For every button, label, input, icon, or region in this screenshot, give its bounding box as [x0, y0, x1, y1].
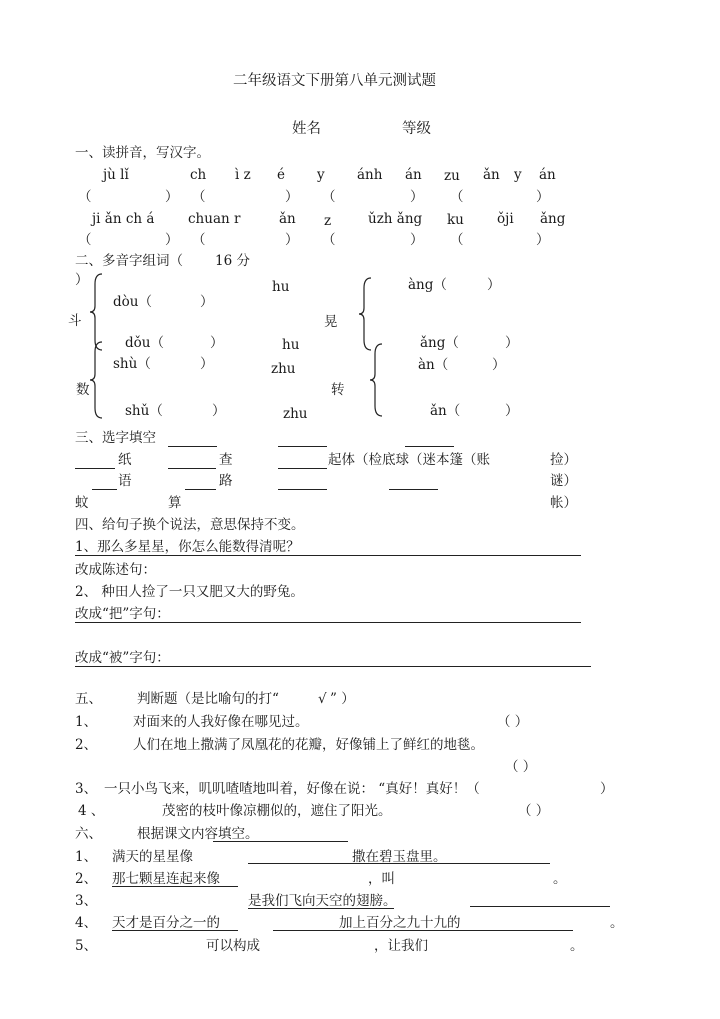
page-title: 二年级语文下册第八单元测试题	[233, 73, 436, 89]
pinyin: hu	[282, 337, 300, 353]
question: 2、 种田人捡了一只又肥又大的野兔。	[75, 584, 304, 600]
answer-paren: （ ）	[518, 803, 550, 819]
answer-paren-close: ）	[410, 232, 424, 248]
word: 纸	[118, 452, 132, 468]
item-text: 加上百分之九十九的	[339, 915, 461, 931]
pinyin: ku	[447, 212, 464, 228]
pinyin: hu	[272, 279, 290, 295]
reading: dòu（	[113, 294, 152, 310]
blank-line	[112, 886, 238, 887]
option: 帐）	[550, 495, 577, 511]
answer-paren-close: ）	[210, 335, 224, 351]
pinyin: ì z	[235, 167, 251, 183]
reading: shǔ（	[125, 403, 163, 419]
answer-paren-open: （	[78, 189, 92, 205]
answer-paren-close: ）	[165, 232, 179, 248]
section2-heading: 二、多音字组词（	[75, 253, 183, 269]
section6-num: 六、	[75, 826, 102, 842]
pinyin: é	[277, 167, 285, 183]
section2-close: ）	[75, 272, 89, 288]
polyphone-char: 晃	[324, 314, 338, 330]
blank-line	[75, 468, 115, 469]
answer-paren-close: ）	[505, 403, 519, 419]
blank-line	[213, 841, 348, 842]
item-text: 对面来的人我好像在哪见过。	[133, 714, 309, 730]
pinyin: ǎng	[540, 211, 566, 227]
pinyin: chuan r	[188, 211, 241, 227]
word: 查	[219, 452, 233, 468]
item-text: 可以构成	[206, 938, 260, 954]
item-text: 。	[553, 871, 567, 887]
blank-line	[470, 906, 610, 907]
blank-line	[168, 468, 216, 469]
answer-paren: （ ）	[497, 714, 529, 730]
question-prompt: 改成“被”字句：	[75, 650, 170, 666]
item-text: 是我们飞向天空的翅膀。	[248, 893, 397, 909]
reading: àng（	[408, 277, 447, 293]
question: 1、那么多星星，你怎么能数得清呢？	[75, 539, 300, 555]
answer-line	[75, 622, 581, 623]
item-text: ，让我们	[374, 938, 428, 954]
item-number: 4 、	[78, 803, 105, 819]
pinyin: ǔzh ǎng	[368, 211, 423, 227]
reading: àn（	[418, 357, 449, 373]
item-number: 2、	[75, 737, 98, 753]
pinyin: án	[539, 167, 556, 183]
blank-line	[185, 489, 216, 490]
polyphone-char: 数	[76, 382, 90, 398]
pinyin: án	[405, 167, 422, 183]
section3-heading: 三、选字填空	[75, 430, 156, 446]
item-number: 3、	[75, 893, 98, 909]
answer-line	[75, 555, 581, 556]
reading: ǎn（	[430, 403, 461, 419]
item-text: 撒在碧玉盘里。	[352, 849, 447, 865]
section5-heading-end: ” ）	[330, 691, 355, 707]
polyphone-char: 转	[331, 382, 345, 398]
blank-line	[389, 489, 438, 490]
answer-paren-close: ）	[200, 356, 214, 372]
item-number: 1、	[75, 714, 98, 730]
answer-paren-close: ）	[285, 189, 299, 205]
reading: dǒu（	[125, 335, 164, 351]
pinyin: ǒji	[497, 211, 514, 227]
reading: ǎng（	[420, 335, 459, 351]
item-text: 一只小鸟飞来，叽叽喳喳地叫着，好像在说： “真好！真好！（	[104, 781, 480, 797]
answer-paren-close: ）	[212, 403, 226, 419]
word-options: 起体（检底球（迷本篷（账	[328, 452, 490, 468]
answer-paren-open: （	[78, 232, 92, 248]
item-text: 天才是百分之一的	[112, 915, 220, 931]
section4-heading: 四、给句子换个说法，意思保持不变。	[75, 517, 305, 533]
pinyin: zhu	[271, 361, 296, 377]
reading: shù（	[113, 356, 151, 372]
answer-paren-open: （	[322, 189, 336, 205]
section6-heading: 根据课文内容填空。	[137, 826, 259, 842]
blank-line	[168, 446, 217, 447]
answer-paren-close: ）	[536, 189, 550, 205]
item-text: ，叫	[368, 871, 395, 887]
section1-heading: 一、读拼音，写汉字。	[75, 145, 210, 161]
pinyin: ji ǎn ch á	[92, 211, 155, 227]
blank-line	[278, 446, 327, 447]
item-text: 茂密的枝叶像凉棚似的，遮住了阳光。	[162, 803, 392, 819]
answer-paren-open: （	[450, 189, 464, 205]
item-number: 1、	[75, 849, 98, 865]
item-number: 3、	[75, 781, 98, 797]
pinyin: y	[514, 167, 522, 183]
polyphone-char: 斗	[68, 313, 82, 329]
answer-paren-open: （	[450, 232, 464, 248]
item-number: 5、	[75, 938, 98, 954]
answer-paren: ）	[600, 781, 614, 797]
pinyin: ǎn	[483, 167, 500, 183]
left-brace	[90, 340, 104, 420]
item-text: 满天的星星像	[112, 849, 193, 865]
item-text: 人们在地上撒满了凤凰花的花瓣，好像铺上了鲜红的地毯。	[133, 737, 484, 753]
name-label: 姓名	[292, 121, 321, 137]
item-text: 那七颗星连起来像	[112, 871, 220, 887]
answer-paren-close: ）	[200, 294, 214, 310]
word: 语	[118, 473, 132, 489]
answer-paren-open: （	[192, 232, 206, 248]
word: 算	[168, 495, 182, 511]
answer-paren-close: ）	[165, 189, 179, 205]
blank-line	[278, 468, 327, 469]
pinyin: y	[317, 167, 325, 183]
item-number: 2、	[75, 871, 98, 887]
blank-line	[92, 489, 117, 490]
answer-paren-close: ）	[536, 232, 550, 248]
word: 蚊	[75, 495, 89, 511]
blank-line	[112, 930, 238, 931]
item-number: 4、	[75, 915, 98, 931]
section5-heading: 判断题（是比喻句的打“	[137, 691, 279, 707]
answer-paren-close: ）	[285, 232, 299, 248]
answer-paren-close: ）	[410, 189, 424, 205]
answer-paren-close: ）	[487, 277, 501, 293]
blank-line	[278, 489, 327, 490]
question-prompt: 改成“把”字句：	[75, 606, 170, 622]
blank-line	[405, 446, 454, 447]
pinyin: z	[324, 213, 332, 229]
pinyin: zhu	[283, 406, 308, 422]
answer-line	[75, 666, 591, 667]
answer-paren-close: ）	[505, 335, 519, 351]
answer-paren-open: （	[192, 189, 206, 205]
section5-num: 五、	[75, 691, 102, 707]
answer-paren: （ ）	[505, 759, 537, 775]
answer-paren-close: ）	[492, 357, 506, 373]
option: 捡）	[550, 452, 577, 468]
pinyin: ǎn	[279, 211, 296, 227]
option: 谜）	[550, 473, 577, 489]
section2-points: 16 分	[215, 253, 250, 269]
blank-line	[248, 908, 394, 909]
left-brace	[359, 276, 373, 352]
item-text: 。	[570, 938, 584, 954]
check-mark: √	[318, 691, 327, 707]
answer-paren-open: （	[322, 232, 336, 248]
pinyin: zu	[444, 168, 460, 184]
word: 路	[219, 473, 233, 489]
grade-label: 等级	[402, 121, 431, 137]
blank-line	[273, 930, 573, 931]
question-prompt: 改成陈述句：	[75, 562, 156, 578]
left-brace	[370, 342, 384, 418]
pinyin: ch	[190, 167, 207, 183]
item-text: 。	[610, 915, 624, 931]
pinyin: ánh	[357, 167, 383, 183]
pinyin: jù lǐ	[103, 167, 129, 183]
